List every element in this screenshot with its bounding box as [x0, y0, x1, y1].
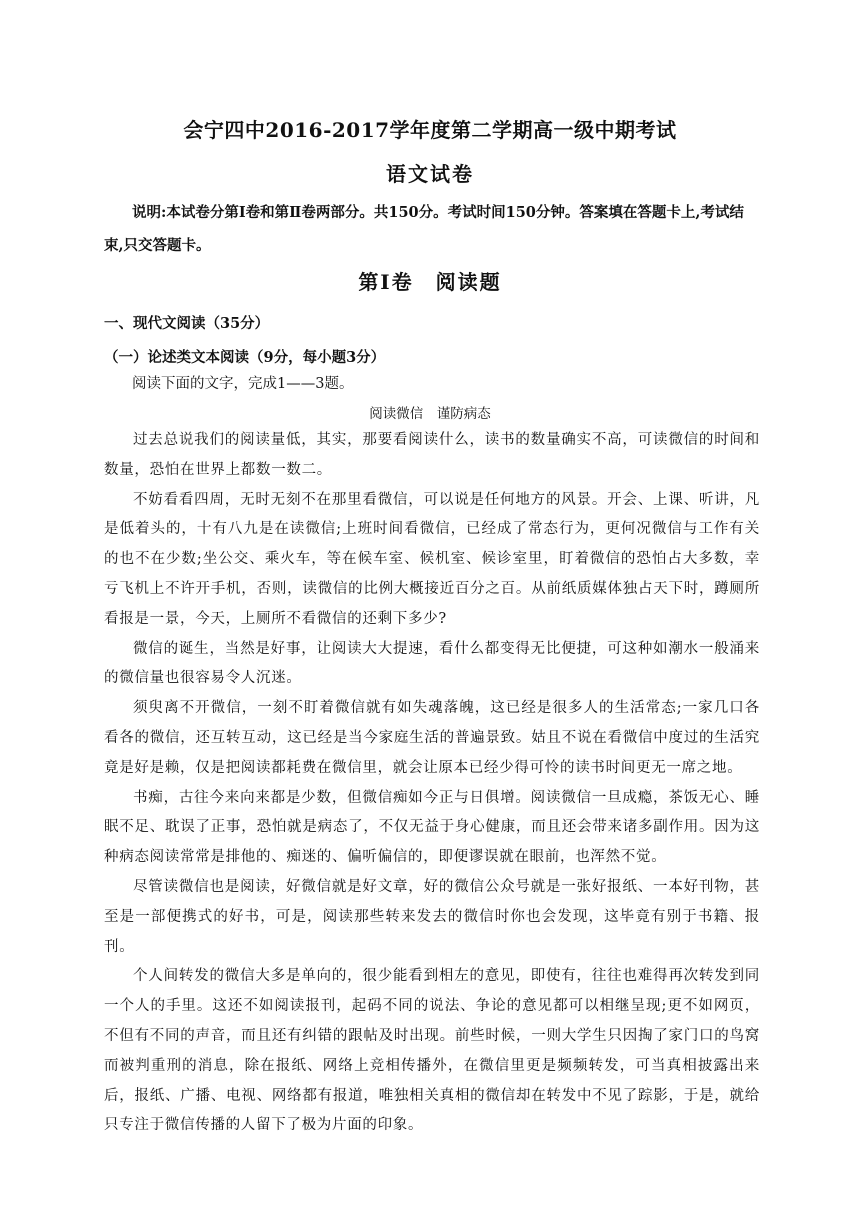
section-heading: 一、现代文阅读（35分） — [104, 315, 270, 332]
article-body — [104, 426, 760, 1141]
article-paragraph: 尽管读微信也是阅读，好微信就是好文章，好的微信公众号就是一张好报纸、一本好刊物，甚至是一部便携式的好书，可是，阅读那些转来发去的微信时你也会发现，这毕竟有别于书籍、报刊。 — [104, 878, 760, 955]
article-paragraph: 须臾离不开微信，一刻不盯着微信就有如失魂落魄，这已经是很多人的生活常态;一家几口各看各的微信，还互转互动，这已经是当今家庭生活的普遍景致。姑且不说在看微信中度过的生活究竟是好是赖，仅是把阅读都耗费在微信里，就会让原本已经少得可怜的读书时间更无一席之地。 — [104, 700, 760, 776]
exam-subtitle: 语文试卷 — [386, 162, 474, 186]
article-title: 阅读微信 谨防病态 — [369, 406, 491, 422]
article-paragraph: 个人间转发的微信大多是单向的，很少能看到相左的意见，即使有，往往也难得再次转发到同一个人的手里。这还不如阅读报刊，起码不同的说法、争论的意见都可以相继呈现;更不如网页，不但有不同的声音，而且还有纠错的跟帖及时出现。前些时候，一则大学生只因掏了家门口的鸟窝而被判重刑的消息，除在报纸、网络上竞相传播外，在微信里更是频频转发，可当真相披露出来后，报纸、广播、电视、网络都有报道，唯独相关真相的微信却在转发中不见了踪影，于是，就给只专注于微信传播的人留下了极为片面的印象。 — [104, 968, 760, 1134]
article-paragraph: 过去总说我们的阅读量低，其实，那要看阅读什么，读书的数量确实不高，可读微信的时间和数量，恐怕在世界上都数一数二。 — [104, 432, 760, 478]
article-paragraph: 微信的诞生，当然是好事，让阅读大大提速，看什么都变得无比便捷，可这种如潮水一般涌来的微信量也很容易令人沉迷。 — [104, 640, 760, 687]
exam-title: 会宁四中2016-2017学年度第二学期高一级中期考试 — [183, 118, 677, 142]
subsection-heading: （一）论述类文本阅读（9分，每小题3分） — [104, 349, 386, 366]
article-paragraph: 不妨看看四周，无时无刻不在那里看微信，可以说是任何地方的风景。开会、上课、听讲，凡是低着头的，十有八九是在读微信;上班时间看微信，已经成了常态行为，更何况微信与工作有关的也不在少数;坐公交、乘火车，等在候车室、候机室、候诊室里，盯着微信的恐怕占大多数，幸亏飞机上不许开手机，否则，读微信的比例大概接近百分之百。从前纸质媒体独占天下时，蹲厕所看报是一景，今天，上厕所不看微信的还剩下多少? — [104, 491, 760, 627]
article-paragraph: 书痴，古往今来向来都是少数，但微信痴如今正与日俱增。阅读微信一旦成瘾，茶饭无心、睡眠不足、耽误了正事，恐怕就是病态了，不仅无益于身心健康，而且还会带来诸多副作用。因为这种病态阅读常常是排他的、痴迷的、偏听偏信的，即便谬误就在眼前，也浑然不觉。 — [104, 789, 760, 866]
part-one-title: 第Ⅰ卷 阅读题 — [358, 270, 502, 294]
reading-instruction: 阅读下面的文字，完成1——3题。 — [132, 376, 354, 392]
exam-instructions-note: 说明:本试卷分第Ⅰ卷和第Ⅱ卷两部分。共150分。考试时间150分钟。答案填在答题卡上,考试结束,只交答题卡。 — [104, 204, 744, 254]
